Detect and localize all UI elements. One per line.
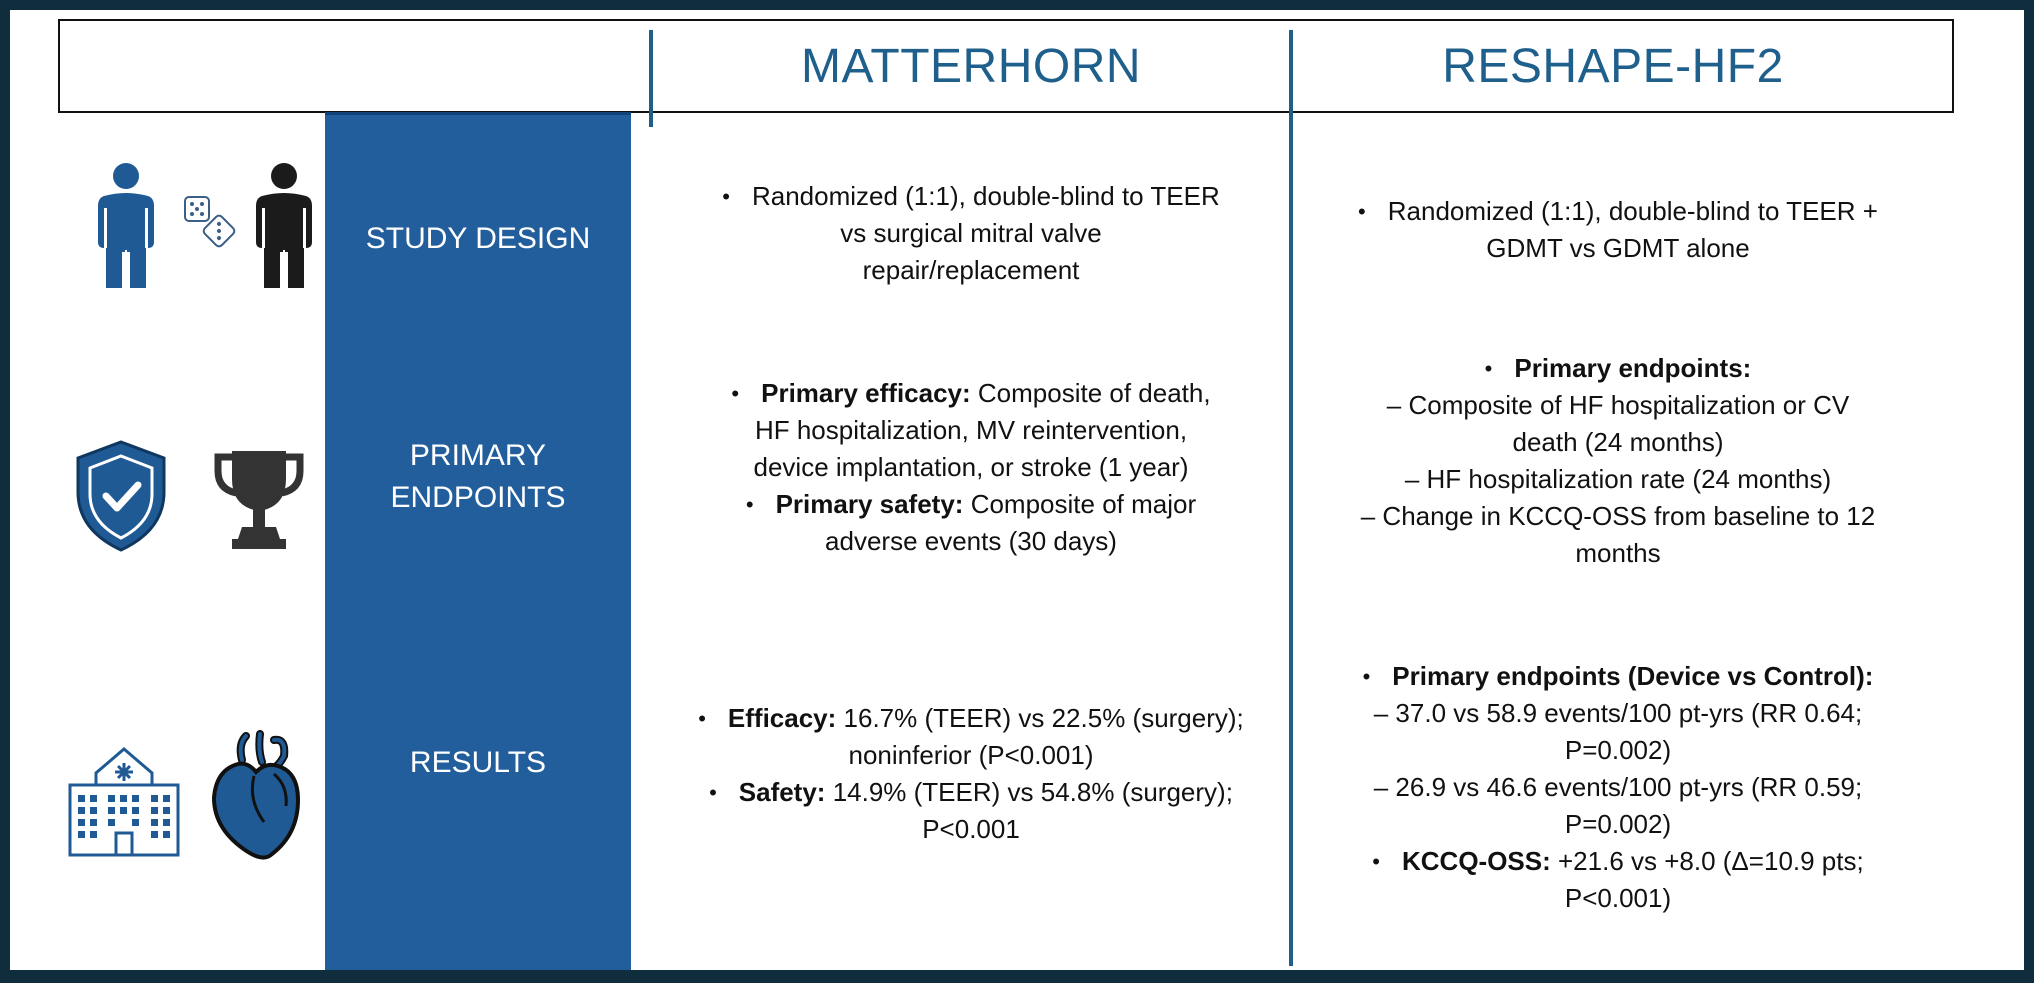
patient-blue-icon	[90, 160, 162, 288]
text-line: Randomized (1:1), double-blind to TEER	[751, 181, 1220, 211]
row-label-primary: PRIMARY	[409, 439, 547, 472]
column-divider-1	[649, 30, 653, 127]
bullet: •	[1362, 664, 1371, 689]
safety-label: Safety:	[738, 777, 826, 807]
text-line: noninferior (P<0.001)	[848, 740, 1094, 770]
reshape-study-design	[1293, 193, 1943, 267]
text-line: GDMT vs GDMT alone	[1486, 233, 1750, 263]
text-line: 16.7% (TEER) vs 22.5% (surgery);	[836, 703, 1244, 733]
row-label-primary-endpoints	[325, 435, 631, 519]
text-line: P<0.001	[922, 814, 1020, 844]
row-label-results: RESULTS	[409, 746, 547, 779]
primary-efficacy-label: Primary efficacy:	[761, 378, 971, 408]
text-line: 14.9% (TEER) vs 54.8% (surgery);	[825, 777, 1233, 807]
matterhorn-study-design	[651, 178, 1291, 289]
bullet: •	[1372, 849, 1380, 874]
column-title-reshape-hf2: RESHAPE-HF2	[1442, 39, 1784, 93]
matterhorn-primary-endpoints	[651, 375, 1291, 560]
bullet: •	[1358, 199, 1366, 224]
bullet: •	[698, 706, 706, 731]
bullet: •	[1484, 356, 1493, 381]
text-line: Composite of death,	[970, 378, 1211, 408]
row-label-endpoints: ENDPOINTS	[390, 481, 566, 514]
text-line: Composite of major	[963, 489, 1197, 519]
text-line: repair/replacement	[862, 255, 1080, 285]
hospital-icon	[66, 745, 182, 857]
row-label-study-design: STUDY DESIGN	[365, 222, 591, 255]
heart-organ-icon	[208, 730, 304, 862]
text-line: device implantation, or stroke (1 year)	[753, 452, 1189, 482]
text-line: P=0.002)	[1564, 735, 1672, 765]
text-line: – HF hospitalization rate (24 months)	[1404, 464, 1832, 494]
text-line: P<0.001)	[1564, 883, 1672, 913]
text-line: death (24 months)	[1512, 427, 1724, 457]
patient-dark-icon	[248, 160, 320, 288]
text-line: – Composite of HF hospitalization or CV	[1386, 390, 1850, 420]
reshape-primary-endpoints	[1293, 350, 1943, 572]
efficacy-label: Efficacy:	[727, 703, 837, 733]
text-line: – 26.9 vs 46.6 events/100 pt-yrs (RR 0.59;	[1373, 772, 1863, 802]
kccq-oss-label: KCCQ-OSS:	[1401, 846, 1551, 876]
bullet: •	[745, 492, 754, 517]
text-line: P=0.002)	[1564, 809, 1672, 839]
text-line: Randomized (1:1), double-blind to TEER +	[1387, 196, 1878, 226]
text-line: – Change in KCCQ-OSS from baseline to 12	[1360, 501, 1876, 531]
text-line: months	[1575, 538, 1661, 568]
column-title-matterhorn: MATTERHORN	[800, 39, 1142, 93]
reshape-results	[1293, 658, 1943, 917]
dice-icon	[183, 195, 239, 251]
bullet: •	[722, 184, 730, 209]
trophy-icon	[210, 445, 308, 551]
primary-endpoints-label: Primary endpoints:	[1514, 353, 1752, 383]
row-label-column-edge	[325, 112, 631, 115]
text-line: vs surgical mitral valve	[840, 218, 1102, 248]
primary-safety-label: Primary safety:	[775, 489, 964, 519]
primary-endpoints-device-vs-control-label: Primary endpoints (Device vs Control):	[1392, 661, 1874, 691]
text-line: adverse events (30 days)	[825, 526, 1117, 556]
bullet: •	[709, 780, 717, 805]
text-line: +21.6 vs +8.0 (Δ=10.9 pts;	[1550, 846, 1864, 876]
text-line: – 37.0 vs 58.9 events/100 pt-yrs (RR 0.64;	[1373, 698, 1863, 728]
text-line: HF hospitalization, MV reintervention,	[754, 415, 1188, 445]
matterhorn-results	[651, 700, 1291, 848]
bullet: •	[731, 381, 740, 406]
shield-check-icon	[72, 438, 170, 554]
